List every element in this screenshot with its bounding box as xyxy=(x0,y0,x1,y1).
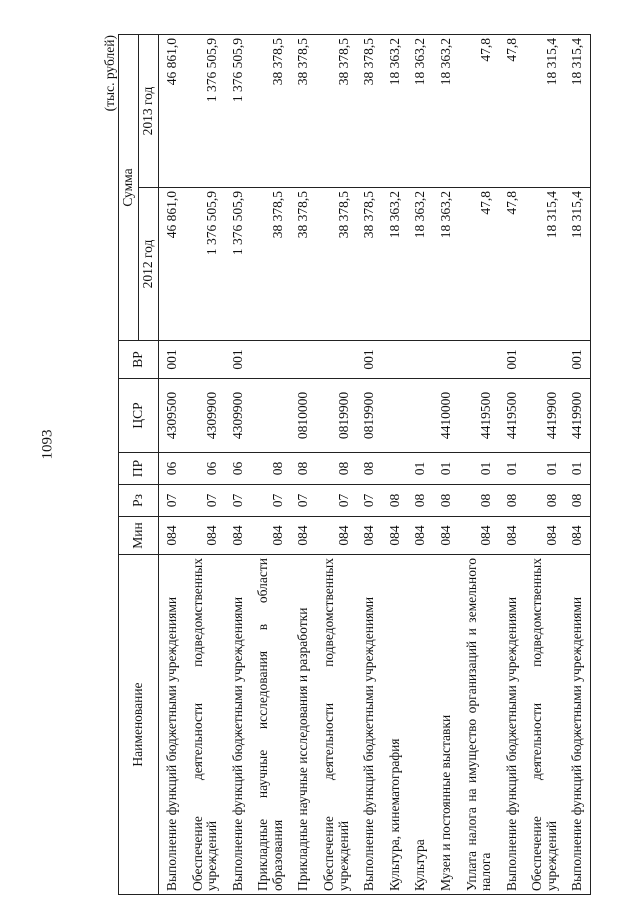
cell-min: 084 xyxy=(290,517,316,555)
cell-min: 084 xyxy=(433,517,459,555)
cell-rz: 08 xyxy=(433,485,459,517)
cell-2012: 1 376 505,9 xyxy=(185,188,225,341)
cell-2013: 18 363,2 xyxy=(407,34,433,187)
header-2013: 2013 год xyxy=(139,34,159,187)
cell-name: Выполнение функций бюджетными учреждениями xyxy=(564,555,590,895)
cell-2013: 46 861,0 xyxy=(159,34,185,187)
table-row xyxy=(524,34,564,894)
table-row xyxy=(250,34,290,894)
cell-pr: 01 xyxy=(459,453,499,485)
cell-name: Прикладные научные исследования в области образования xyxy=(250,555,290,895)
cell-2013: 1 376 505,9 xyxy=(185,34,225,187)
cell-csr: 4309900 xyxy=(225,379,251,453)
cell-2012: 47,8 xyxy=(459,188,499,341)
cell-name: Культура xyxy=(407,555,433,895)
cell-min: 084 xyxy=(459,517,499,555)
cell-name: Выполнение функций бюджетными учреждениями xyxy=(499,555,525,895)
table-row xyxy=(356,34,382,894)
cell-2013: 18 363,2 xyxy=(382,34,408,187)
cell-vr: 001 xyxy=(564,341,590,379)
cell-2013: 18 315,4 xyxy=(524,34,564,187)
cell-name: Прикладные научные исследования и разработки xyxy=(290,555,316,895)
cell-min: 084 xyxy=(356,517,382,555)
cell-2013: 18 363,2 xyxy=(433,34,459,187)
header-pr: ПР xyxy=(119,453,159,485)
cell-min: 084 xyxy=(407,517,433,555)
cell-name: Музеи и постоянные выставки xyxy=(433,555,459,895)
cell-csr: 4419900 xyxy=(564,379,590,453)
budget-table xyxy=(118,34,591,895)
table-row xyxy=(185,34,225,894)
table-row xyxy=(316,34,356,894)
cell-pr: 01 xyxy=(407,453,433,485)
cell-rz: 08 xyxy=(407,485,433,517)
cell-2012: 18 363,2 xyxy=(382,188,408,341)
cell-2012: 38 378,5 xyxy=(250,188,290,341)
header-vr: ВР xyxy=(119,341,159,379)
cell-rz: 07 xyxy=(159,485,185,517)
cell-vr xyxy=(433,341,459,379)
table-row xyxy=(225,34,251,894)
cell-2012: 38 378,5 xyxy=(356,188,382,341)
cell-vr xyxy=(185,341,225,379)
cell-name: Обеспечение деятельности подведомственных учреждений xyxy=(185,555,225,895)
cell-csr: 0819900 xyxy=(356,379,382,453)
cell-vr xyxy=(382,341,408,379)
cell-vr: 001 xyxy=(159,341,185,379)
cell-rz: 08 xyxy=(499,485,525,517)
cell-min: 084 xyxy=(524,517,564,555)
cell-name: Культура, кинематография xyxy=(382,555,408,895)
cell-csr: 0819900 xyxy=(316,379,356,453)
cell-2012: 46 861,0 xyxy=(159,188,185,341)
header-min: Мин xyxy=(119,517,159,555)
cell-pr: 01 xyxy=(499,453,525,485)
cell-2012: 18 315,4 xyxy=(564,188,590,341)
table-row xyxy=(407,34,433,894)
cell-pr: 06 xyxy=(159,453,185,485)
cell-vr xyxy=(524,341,564,379)
cell-rz: 08 xyxy=(459,485,499,517)
cell-rz: 07 xyxy=(290,485,316,517)
cell-pr: 08 xyxy=(356,453,382,485)
cell-rz: 08 xyxy=(524,485,564,517)
cell-name: Выполнение функций бюджетными учреждениями xyxy=(356,555,382,895)
cell-name: Выполнение функций бюджетными учреждениями xyxy=(159,555,185,895)
table-row xyxy=(459,34,499,894)
cell-2013: 18 315,4 xyxy=(564,34,590,187)
cell-rz: 08 xyxy=(382,485,408,517)
cell-vr xyxy=(407,341,433,379)
cell-vr xyxy=(459,341,499,379)
table-row xyxy=(564,34,590,894)
cell-min: 084 xyxy=(250,517,290,555)
cell-pr xyxy=(382,453,408,485)
cell-name: Обеспечение деятельности подведомственных учреждений xyxy=(316,555,356,895)
table-body xyxy=(159,34,591,894)
cell-pr: 01 xyxy=(564,453,590,485)
cell-2012: 1 376 505,9 xyxy=(225,188,251,341)
header-sum: Сумма xyxy=(119,34,139,340)
cell-min: 084 xyxy=(225,517,251,555)
cell-min: 084 xyxy=(499,517,525,555)
cell-csr xyxy=(407,379,433,453)
cell-name: Обеспечение деятельности подведомственных учреждений xyxy=(524,555,564,895)
cell-rz: 08 xyxy=(564,485,590,517)
header-name: Наименование xyxy=(119,555,159,895)
table-header xyxy=(119,34,159,894)
cell-2012: 38 378,5 xyxy=(290,188,316,341)
table-row xyxy=(159,34,185,894)
cell-vr: 001 xyxy=(499,341,525,379)
cell-csr: 0810000 xyxy=(290,379,316,453)
cell-rz: 07 xyxy=(316,485,356,517)
cell-2013: 38 378,5 xyxy=(316,34,356,187)
cell-vr xyxy=(290,341,316,379)
cell-min: 084 xyxy=(159,517,185,555)
cell-2012: 18 315,4 xyxy=(524,188,564,341)
header-2012: 2012 год xyxy=(139,188,159,341)
table-row xyxy=(433,34,459,894)
cell-csr: 4410000 xyxy=(433,379,459,453)
cell-name: Уплата налога на имущество организаций и земельного налога xyxy=(459,555,499,895)
cell-min: 084 xyxy=(185,517,225,555)
cell-pr: 01 xyxy=(524,453,564,485)
header-csr: ЦСР xyxy=(119,379,159,453)
cell-pr: 08 xyxy=(290,453,316,485)
cell-vr: 001 xyxy=(356,341,382,379)
cell-2013: 38 378,5 xyxy=(250,34,290,187)
cell-vr xyxy=(250,341,290,379)
cell-2013: 47,8 xyxy=(459,34,499,187)
cell-csr xyxy=(250,379,290,453)
table-row xyxy=(499,34,525,894)
cell-rz: 07 xyxy=(250,485,290,517)
cell-pr: 06 xyxy=(185,453,225,485)
cell-csr: 4309500 xyxy=(159,379,185,453)
cell-csr: 4419500 xyxy=(459,379,499,453)
page-number: 1093 xyxy=(39,429,56,460)
table-row xyxy=(382,34,408,894)
cell-csr: 4309900 xyxy=(185,379,225,453)
rotated-page-content xyxy=(100,35,585,895)
cell-2012: 18 363,2 xyxy=(433,188,459,341)
cell-csr: 4419500 xyxy=(499,379,525,453)
cell-min: 084 xyxy=(564,517,590,555)
cell-pr: 08 xyxy=(316,453,356,485)
cell-2013: 47,8 xyxy=(499,34,525,187)
cell-vr: 001 xyxy=(225,341,251,379)
cell-2013: 38 378,5 xyxy=(290,34,316,187)
cell-csr: 4419900 xyxy=(524,379,564,453)
cell-2012: 18 363,2 xyxy=(407,188,433,341)
cell-pr: 08 xyxy=(250,453,290,485)
cell-2013: 38 378,5 xyxy=(356,34,382,187)
cell-rz: 07 xyxy=(356,485,382,517)
cell-pr: 06 xyxy=(225,453,251,485)
cell-name: Выполнение функций бюджетными учреждениями xyxy=(225,555,251,895)
units-label: (тыс. рублей) xyxy=(102,35,117,112)
cell-2012: 38 378,5 xyxy=(316,188,356,341)
cell-min: 084 xyxy=(316,517,356,555)
table-row xyxy=(290,34,316,894)
cell-2013: 1 376 505,9 xyxy=(225,34,251,187)
cell-csr xyxy=(382,379,408,453)
cell-pr: 01 xyxy=(433,453,459,485)
cell-vr xyxy=(316,341,356,379)
cell-rz: 07 xyxy=(185,485,225,517)
cell-rz: 07 xyxy=(225,485,251,517)
cell-2012: 47,8 xyxy=(499,188,525,341)
cell-min: 084 xyxy=(382,517,408,555)
header-rz: Рз xyxy=(119,485,159,517)
